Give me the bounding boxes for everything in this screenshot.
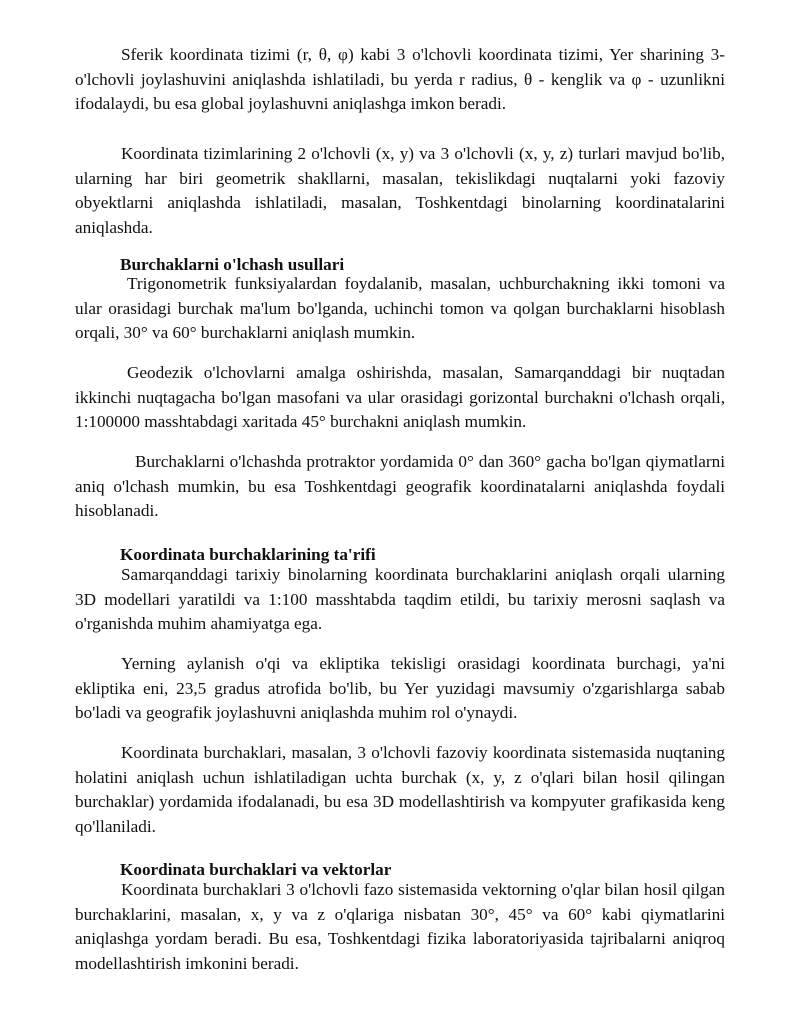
paragraph-block-4 [75,361,725,435]
paragraph-vectors: Koordinata burchaklari 3 o'lchovli fazo sistemasida vektorning o'qlar bilan hosil qilgan burchaklarini, masalan, x, y va z o'qlariga nisbatan 30°, 45° va 60° kabi qiymatlarini aniqlashga yordam beradi. Bu esa, Toshkentdagi fizika laboratoriyasida tajribalarni aniqroq modellashtirish imkonini beradi. [75,880,725,973]
paragraph-block-6 [75,563,725,637]
paragraph-block-5 [75,450,725,524]
paragraph-ecliptic: Yerning aylanish o'qi va ekliptika tekisligi orasidagi koordinata burchagi, ya'ni ekliptika eni, 23,5 gradus atrofida bo'lib, bu Yer yuzidagi mavsumiy o'zgarishlarga sabab bo'ladi va geografik joylashuvni aniqlashda muhim rol o'ynaydi. [75,654,725,723]
paragraph-coordinate-types: Koordinata tizimlarining 2 o'lchovli (x, y) va 3 o'lchovli (x, y, z) turlari mavjud bo'lib, ularning har biri geometrik shakllarni, masalan, tekislikdagi nuqtalarni yoki fazoviy obyektlarni aniqlashda ishlatiladi, masalan, Toshkentdagi binolarning koordinatalarini aniqlashda. [75,144,725,237]
paragraph-block-2 [75,142,725,240]
paragraph-trigonometric: Trigonometrik funksiyalardan foydalanib, masalan, uchburchakning ikki tomoni va ular orasidagi burchak ma'lum bo'lganda, uchinchi tomon va qolgan burchaklarni hisoblash orqali, 30° va 60° burchaklarni aniqlash mumkin. [75,274,725,343]
paragraph-block-8 [75,741,725,839]
heading-angle-measurement-methods: Burchaklarni o'lchash usullari [120,255,345,274]
paragraph-protractor: Burchaklarni o'lchashda protraktor yordamida 0° dan 360° gacha bo'lgan qiymatlarni aniq o'lchash mumkin, bu esa Toshkentdagi geografik koordinatalarni aniqlashda foydali hisoblanadi. [75,452,725,521]
paragraph-geodetic: Geodezik o'lchovlarni amalga oshirishda, masalan, Samarqanddagi bir nuqtadan ikkinchi nuqtagacha bo'lgan masofani va ular orasidagi gorizontal burchakni o'lchash orqali, 1:100000 masshtabdagi xaritada 45° burchakni aniqlash mumkin. [75,363,725,432]
paragraph-block-7 [75,652,725,726]
heading-coordinate-angles-definition: Koordinata burchaklarining ta'rifi [120,545,376,564]
paragraph-3d-coordinate-angles: Koordinata burchaklari, masalan, 3 o'lchovli fazoviy koordinata sistemasida nuqtaning holatini aniqlash uchun ishlatiladigan uchta burchak (x, y, z o'qlari bilan hosil qilingan burchaklar) yordamida ifodalanadi, bu esa 3D modellashtirish va kompyuter grafikasida keng qo'llaniladi. [75,743,725,836]
paragraph-block-9 [75,878,725,976]
paragraph-block-1 [75,43,725,117]
paragraph-samarkand-buildings: Samarqanddagi tarixiy binolarning koordinata burchaklarini aniqlash orqali ularning 3D modellari yaratildi va 1:100 masshtabda taqdim etildi, bu tarixiy merosni saqlash va o'rganishda muhim ahamiyatga ega. [75,565,725,634]
paragraph-spherical-coordinates: Sferik koordinata tizimi (r, θ, φ) kabi 3 o'lchovli koordinata tizimi, Yer sharining 3-o'lchovli joylashuvini aniqlashda ishlatiladi, bu yerda r radius, θ - kenglik va φ - uzunlikni ifodalaydi, bu esa global joylashuvni aniqlashga imkon beradi. [75,45,725,114]
paragraph-block-3 [75,272,725,346]
heading-coordinate-angles-vectors: Koordinata burchaklari va vektorlar [120,860,392,879]
